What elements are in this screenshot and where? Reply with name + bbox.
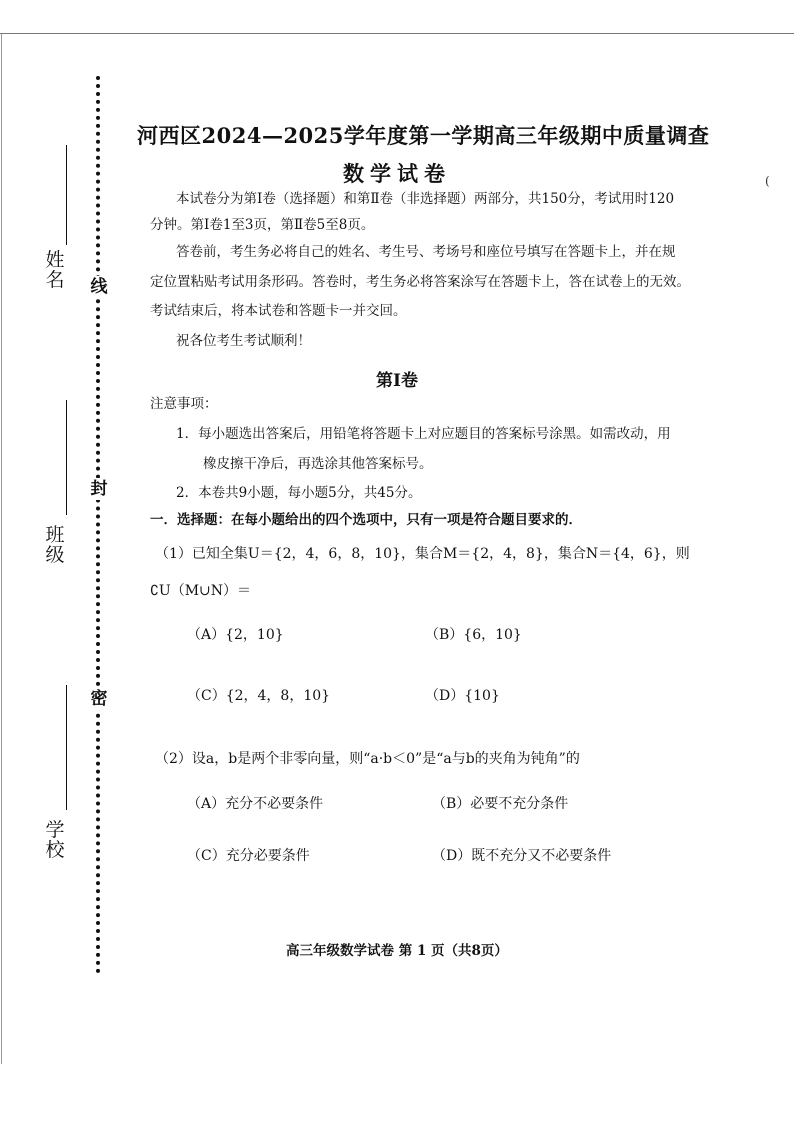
note-1a: 1．每小题选出答案后，用铅笔将答题卡上对应题目的答案标号涂黑。如需改动，用 [176, 426, 671, 442]
q2-option-b: （B）必要不充分条件 [432, 796, 569, 812]
q1-stem-2: ∁U（M∪N）＝ [150, 583, 252, 599]
q1-option-b: （B）{6，10} [425, 627, 522, 643]
school-underline [66, 685, 67, 810]
note-1b: 橡皮擦干净后，再选涂其他答案标号。 [203, 456, 433, 472]
school-label: 学校 [45, 819, 65, 861]
intro-line-4: 定位置粘贴考试用条形码。答卷时，考生务必将答案涂写在答题卡上，答在试卷上的无效。 [150, 274, 690, 290]
intro-line-3: 答卷前，考生务必将自己的姓名、考生号、考场号和座位号填写在答题卡上，并在规 [176, 244, 676, 260]
intro-line-1: 本试卷分为第Ⅰ卷（选择题）和第Ⅱ卷（非选择题）两部分，共150分，考试用时120 [176, 191, 675, 207]
q1-option-c: （C）{2，4，8，10} [187, 688, 331, 704]
q2-stem: （2）设a，b是两个非零向量，则“a·b＜0”是“a与b的夹角为钝角”的 [155, 751, 580, 767]
binding-char-secret: 密 [90, 689, 108, 709]
q1-option-a: （A）{2，10} [187, 627, 284, 643]
exam-subtitle: 数学试卷 [343, 161, 451, 186]
intro-line-2: 分钟。第Ⅰ卷1至3页，第Ⅱ卷5至8页。 [150, 217, 375, 233]
q1-option-d: （D）{10} [425, 688, 500, 704]
stray-mark: ( [765, 174, 770, 188]
part-title: 一．选择题：在每小题给出的四个选项中，只有一项是符合题目要求的． [150, 512, 582, 528]
q2-option-d: （D）既不充分又不必要条件 [432, 848, 612, 864]
note-2: 2．本卷共9小题，每小题5分，共45分。 [176, 485, 422, 501]
q2-option-c: （C）充分必要条件 [187, 848, 310, 864]
intro-wish: 祝各位考生考试顺利！ [176, 333, 311, 349]
class-underline [66, 400, 67, 515]
notice-label: 注意事项： [150, 396, 218, 412]
binding-char-line: 线 [90, 277, 108, 297]
name-label: 姓名 [45, 249, 65, 291]
binding-char-seal: 封 [90, 479, 108, 499]
class-label: 班级 [45, 524, 65, 566]
intro-line-5: 考试结束后，将本试卷和答题卡一并交回。 [150, 303, 407, 319]
q1-stem: （1）已知全集U＝{2，4，6，8，10}，集合M＝{2，4，8}，集合N＝{4，6}，则 [155, 546, 690, 562]
page-top-border [0, 33, 794, 34]
q2-option-a: （A）充分不必要条件 [187, 796, 324, 812]
page-footer: 高三年级数学试卷 第 1 页（共8页） [286, 943, 508, 959]
exam-title: 河西区2024—2025学年度第一学期高三年级期中质量调查 [137, 123, 710, 148]
page-left-border [1, 34, 2, 1064]
section-heading: 第Ⅰ卷 [376, 371, 418, 391]
binding-dotted-line [96, 76, 100, 974]
